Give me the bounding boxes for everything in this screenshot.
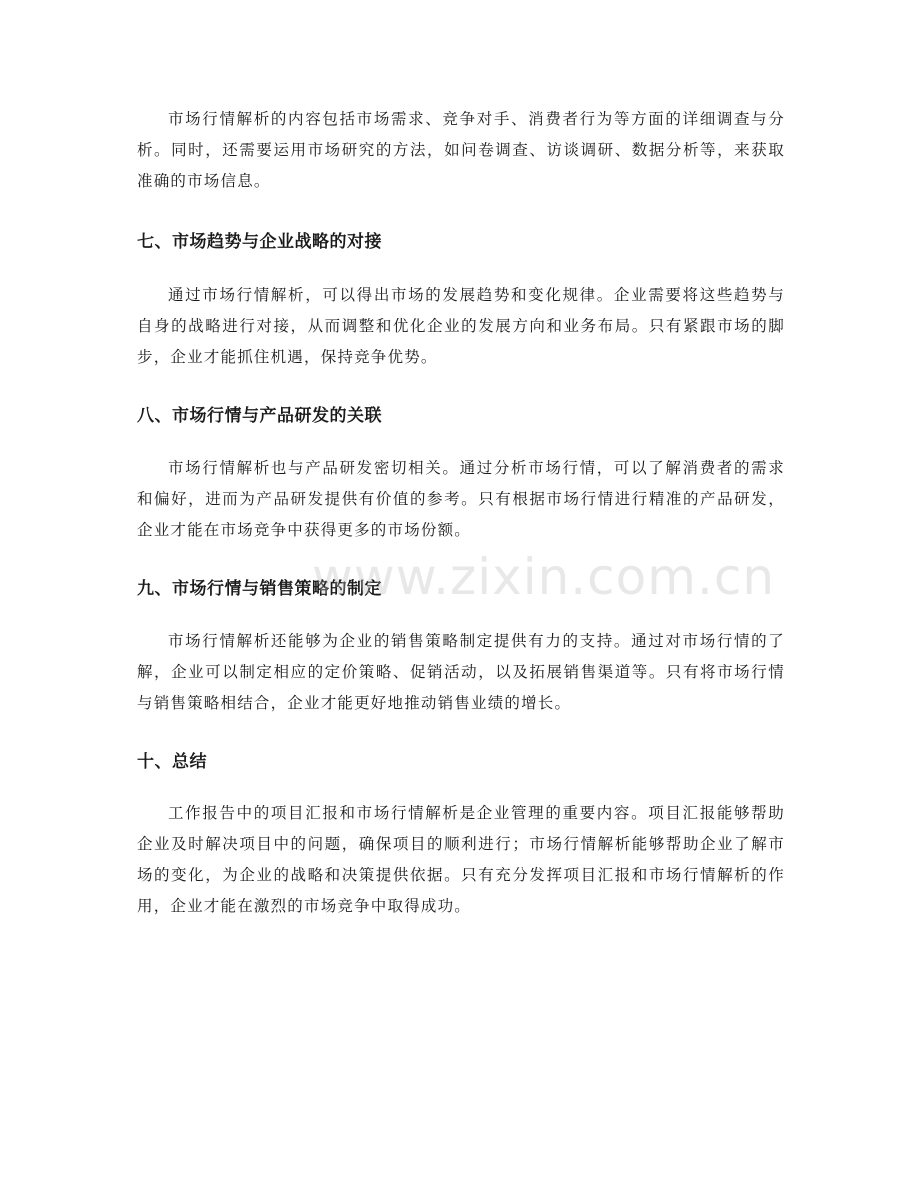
section-9-heading: 九、市场行情与销售策略的制定 (137, 579, 382, 599)
section-8-paragraph: 市场行情解析也与产品研发密切相关。通过分析市场行情，可以了解消费者的需求和偏好，进而为产品研发提供有价值的参考。只有根据市场行情进行精准的产品研发，企业才能在市场竞争中获得更多的市场份额。 (137, 459, 785, 539)
section-8-heading: 八、市场行情与产品研发的关联 (137, 406, 382, 426)
section-8-body (137, 453, 785, 546)
section-8 (137, 401, 785, 431)
watermark: www.zixin.com.cn (312, 548, 776, 606)
section-10-body (137, 798, 785, 922)
section-7-body (137, 280, 785, 373)
intro-paragraph: 市场行情解析的内容包括市场需求、竞争对手、消费者行为等方面的详细调查与分析。同时，还需要运用市场研究的方法，如问卷调查、访谈调研、数据分析等，来获取准确的市场信息。 (137, 110, 785, 190)
section-10-heading: 十、总结 (137, 752, 207, 772)
section-10-paragraph: 工作报告中的项目汇报和市场行情解析是企业管理的重要内容。项目汇报能够帮助企业及时解决项目中的问题，确保项目的顺利进行；市场行情解析能够帮助企业了解市场的变化，为企业的战略和决策提供依据。只有充分发挥项目汇报和市场行情解析的作用，企业才能在激烈的市场竞争中取得成功。 (137, 804, 785, 915)
section-7-heading: 七、市场趋势与企业战略的对接 (137, 232, 382, 252)
section-7 (137, 227, 785, 257)
intro-section (137, 104, 785, 197)
section-9 (137, 574, 785, 604)
section-9-paragraph: 市场行情解析还能够为企业的销售策略制定提供有力的支持。通过对市场行情的了解，企业可以制定相应的定价策略、促销活动，以及拓展销售渠道等。只有将市场行情与销售策略相结合，企业才能更好地推动销售业绩的增长。 (137, 632, 785, 712)
section-10 (137, 747, 785, 777)
section-9-body (137, 626, 785, 719)
section-7-paragraph: 通过市场行情解析，可以得出市场的发展趋势和变化规律。企业需要将这些趋势与自身的战略进行对接，从而调整和优化企业的发展方向和业务布局。只有紧跟市场的脚步，企业才能抓住机遇，保持竞争优势。 (137, 286, 785, 366)
